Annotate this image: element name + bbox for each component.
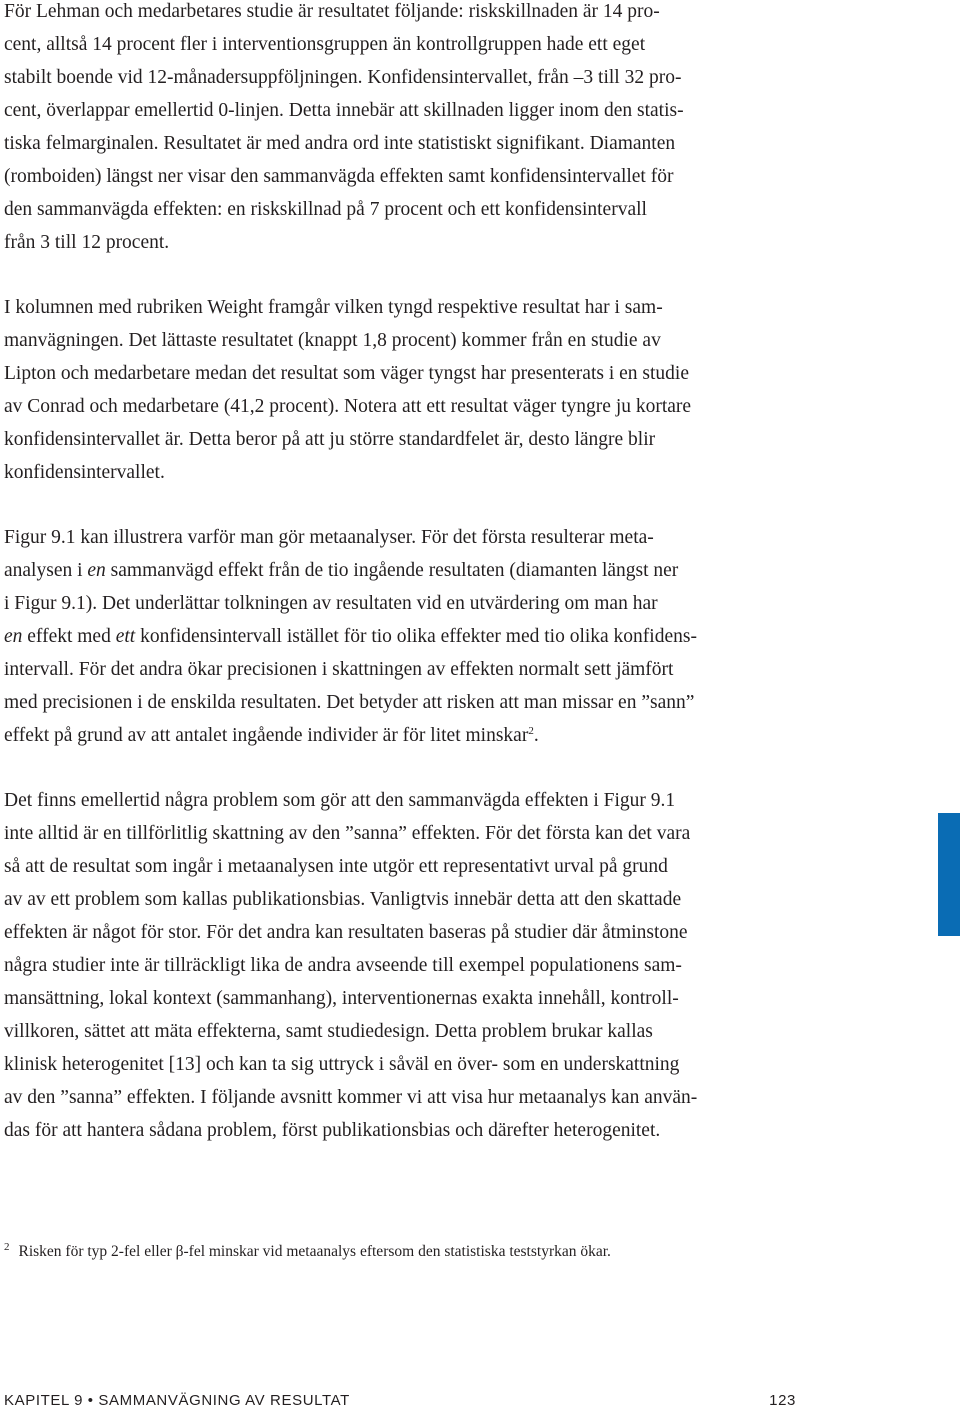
body-line: så att de resultat som ingår i metaanalysen inte utgör ett representativt urval på grund <box>4 856 668 877</box>
body-line: den sammanvägda effekten: en riskskillnad på 7 procent och ett konfidensintervall <box>4 199 647 220</box>
body-line: konfidensintervallet. <box>4 462 165 483</box>
body-line <box>4 559 678 583</box>
body-line: effekten är något för stor. För det andra kan resultaten baseras på studier där åtminstone <box>4 922 688 943</box>
body-line: konfidensintervallet är. Detta beror på att ju större standardfelet är, desto längre blir <box>4 429 656 450</box>
body-line: För Lehman och medarbetares studie är resultatet följande: riskskillnaden är 14 pro- <box>4 1 660 22</box>
body-line <box>4 625 697 649</box>
text-run: sammanvägd effekt från de tio ingående resultaten (diamanten längst ner <box>105 560 679 581</box>
text-run: effekt på grund av att antalet ingående individer är för litet minskar <box>4 725 529 746</box>
text-run: effekt med <box>22 626 116 647</box>
body-line <box>4 724 539 748</box>
footnote-reference: 2 <box>528 725 534 737</box>
italic-emphasis: en <box>87 560 106 581</box>
body-line: (romboiden) längst ner visar den sammanvägda effekten samt konfidensintervallet för <box>4 166 674 187</box>
footnote-text: Risken för typ 2-fel eller β-fel minskar vid metaanalys eftersom den statistiska teststyrkan ökar. <box>18 1243 611 1260</box>
body-line: av av ett problem som kallas publikationsbias. Vanligtvis innebär detta att den skattade <box>4 889 682 910</box>
italic-emphasis: ett <box>115 626 136 647</box>
page-footer <box>4 1390 796 1412</box>
body-line: i Figur 9.1). Det underlättar tolkningen av resultaten vid en utvärdering om man har <box>4 593 658 614</box>
body-line: stabilt boende vid 12-månadersuppföljningen. Konfidensintervallet, från –3 till 32 pro- <box>4 67 682 88</box>
italic-emphasis: en <box>4 626 23 647</box>
body-line: Figur 9.1 kan illustrera varför man gör metaanalyser. För det första resulterar meta- <box>4 527 654 548</box>
page-number: 123 <box>769 1392 796 1409</box>
text-run: . <box>533 725 539 746</box>
chapter-thumb-tab <box>938 813 960 936</box>
body-line: inte alltid är en tillförlitlig skattning av den ”sanna” effekten. För det första kan det vara <box>4 823 691 844</box>
footnote-mark: 2 <box>4 1241 10 1253</box>
body-line: med precisionen i de enskilda resultaten. Det betyder att risken att man missar en ”sann” <box>4 692 695 713</box>
body-line: av den ”sanna” effekten. I följande avsnitt kommer vi att visa hur metaanalys kan använ- <box>4 1087 698 1108</box>
footnote <box>4 1236 611 1263</box>
body-line: Lipton och medarbetare medan det resultat som väger tyngst har presenterats i en studie <box>4 363 689 384</box>
body-line: tiska felmarginalen. Resultatet är med andra ord inte statistiskt signifikant. Diamanten <box>4 133 676 154</box>
text-run: analysen i <box>4 560 88 581</box>
body-line: några studier inte är tillräckligt lika de andra avseende till exempel populationens sam- <box>4 955 682 976</box>
body-line: av Conrad och medarbetare (41,2 procent). Notera att ett resultat väger tyngre ju kortare <box>4 396 692 417</box>
body-line: intervall. För det andra ökar precisionen i skattningen av effekten normalt sett jämfört <box>4 659 674 680</box>
body-line: klinisk heterogenitet [13] och kan ta sig uttryck i såväl en över- som en underskattning <box>4 1054 680 1075</box>
body-line: manvägningen. Det lättaste resultatet (knappt 1,8 procent) kommer från en studie av <box>4 330 661 351</box>
body-line: mansättning, lokal kontext (sammanhang), interventionernas exakta innehåll, kontroll- <box>4 988 679 1009</box>
body-line: cent, alltså 14 procent fler i interventionsgruppen än kontrollgruppen hade ett eget <box>4 34 646 55</box>
body-line: cent, överlappar emellertid 0-linjen. Detta innebär att skillnaden ligger inom den statis- <box>4 100 684 121</box>
body-line: I kolumnen med rubriken Weight framgår vilken tyngd respektive resultat har i sam- <box>4 297 663 318</box>
body-line: das för att hantera sådana problem, först publikationsbias och därefter heterogenitet. <box>4 1120 661 1141</box>
body-line: villkoren, sättet att mäta effekterna, samt studiedesign. Detta problem brukar kallas <box>4 1021 653 1042</box>
body-line: från 3 till 12 procent. <box>4 232 170 253</box>
body-line: Det finns emellertid några problem som gör att den sammanvägda effekten i Figur 9.1 <box>4 790 676 811</box>
text-run: konfidensintervall istället för tio olika effekter med tio olika konfidens- <box>135 626 697 647</box>
chapter-title: KAPITEL 9 • SAMMANVÄGNING AV RESULTAT <box>4 1392 350 1409</box>
